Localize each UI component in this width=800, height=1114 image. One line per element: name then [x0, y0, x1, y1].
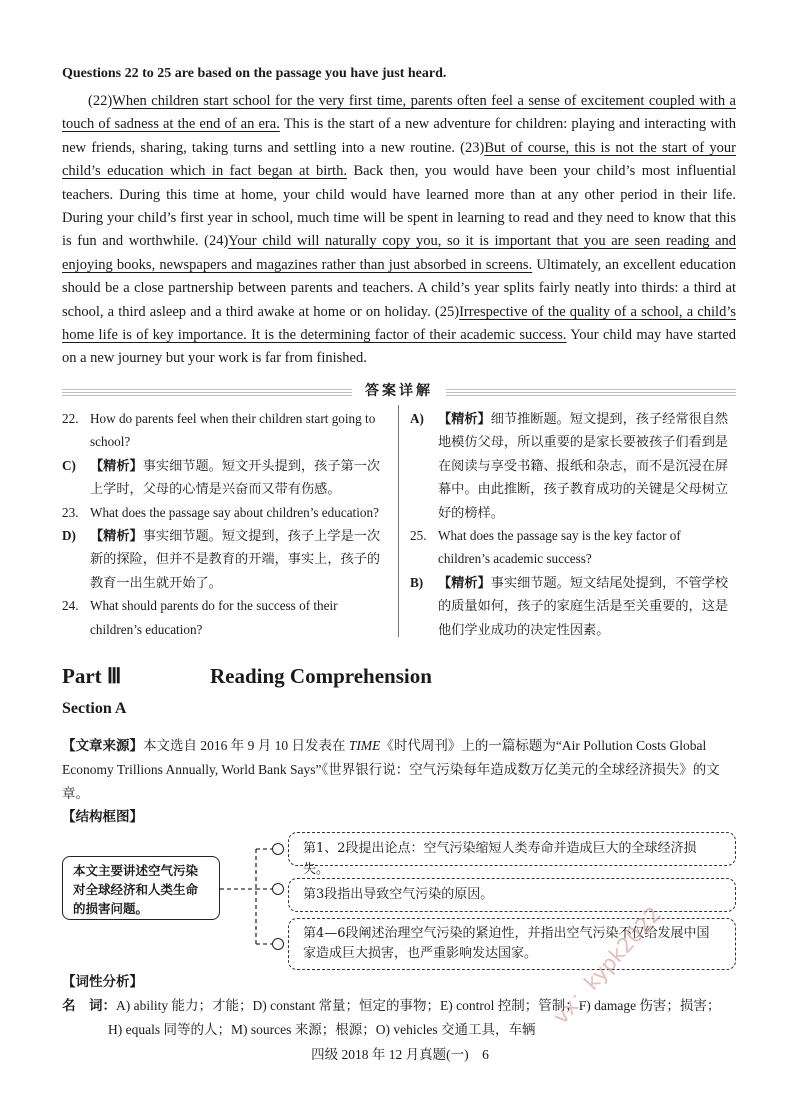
answer-22: C) 【精析】事实细节题。短文开头提到，孩子第一次上学时，父母的心情是兴奋而又带有伤感。	[62, 457, 381, 497]
answer-sentence-25: Irrespective of the quality of a school, a child’s home life is of key importance. It is the determining factor of their academic success.	[62, 303, 736, 344]
q23-marker: (23)	[460, 139, 485, 156]
part-title: Reading Comprehension	[210, 664, 432, 688]
vocab-pos: 名 词：	[62, 998, 116, 1013]
vocab-line: A) ability 能力；才能；D) constant 常量；恒定的事物；E) control 控制；管制；F) damage 伤害；损害；	[116, 998, 721, 1013]
magazine-name: TIME	[348, 738, 381, 753]
q25-marker: (25)	[434, 303, 460, 320]
structure-branch-3: 第4—6段阐述治理空气污染的紧迫性，并指出空气污染不仅给发展中国家造成巨大损害，也严重影响发达国家。	[288, 918, 736, 970]
structure-label: 【结构框图】	[62, 809, 143, 825]
watermark: vx：kypk2022	[548, 902, 666, 1029]
arrow-circle-icon	[272, 883, 284, 895]
vocab-label: 【词性分析】	[62, 974, 143, 990]
structure-branch-2: 第3段指出导致空气污染的原因。	[288, 878, 736, 912]
answer-25: B) 【精析】事实细节题。短文结尾处提到，不管学校的质量如何，孩子的家庭生活是至关重要的，这是他们学业成功的决定性因素。	[410, 574, 729, 637]
vocab-line: H) equals 同等的人；M) sources 来源；根源；O) vehicles 交通工具，车辆	[108, 1022, 536, 1037]
passage-text: Your child may have started on a new journey but your work is far from finished.	[62, 327, 736, 367]
question-23: 23. What does the passage say about children’s education?	[62, 504, 379, 520]
passage-text: This is the start of a new adventure for children: playing and interacting with new friends, sharing, taking turns and settling into a new routine.	[62, 116, 736, 156]
answer-24: A) 【精析】细节推断题。短文提到，孩子经常很自然地模仿父母，所以重要的是家长要被孩子们看到是在阅读与享受书籍、报纸和杂志，而不是沉浸在屏幕中。由此推断，孩子教育成功的关键是父母树立好的榜样。	[410, 411, 729, 520]
main-idea-box: 本文主要讲述空气污染对全球经济和人类生命的损害问题。	[62, 856, 220, 920]
passage-text: Back then, you would have been your child’s most influential teachers. During this time at home, your child would have learned more than at any other period in their life. During your child’s first year in school, much time will be spent in learning to read and they need to know that this is fun and worthwhile.	[62, 163, 736, 250]
questions-heading: Questions 22 to 25 are based on the passage you have just heard.	[62, 66, 447, 81]
question-25: 25. What does the passage say is the key factor of children’s academic success?	[410, 528, 681, 567]
q22-marker: (22)	[88, 93, 113, 109]
page-footer: 四级 2018 年 12 月真题(一) 6	[311, 1047, 489, 1062]
answer-sentence-23: But of course, this is not the start of your child’s education which in fact began at birth.	[62, 139, 737, 180]
arrow-circle-icon	[272, 938, 284, 950]
structure-branch-1: 第1、2段提出论点：空气污染缩短人类寿命并造成巨大的全球经济损失。	[288, 832, 736, 866]
answer-sentence-22: When children start school for the very first time, parents often feel a sense of excitement coupled with a touch of sadness at the end of an era.	[62, 93, 736, 133]
article-source: 【文章来源】本文选自 2016 年 9 月 10 日发表在 TIME《时代周刊》上的一篇标题为“Air Pollution Costs Global Economy Trillions Annually, World Bank Says”《世界银行说：空气污染每年造成数万亿美元的全球经济损失》的文章。	[62, 738, 720, 801]
question-22: 22. How do parents feel when their children start going to school?	[62, 411, 376, 450]
passage-text: Ultimately, an excellent education should be a close partnership between parents and teachers. A child’s year splits fairly neatly into thirds: a third at school, a third asleep and a third awake at home or on holiday.	[62, 256, 736, 320]
section-title: Section A	[62, 700, 127, 717]
source-label: 【文章来源】	[62, 738, 143, 753]
question-24: 24. What should parents do for the success of their children’s education?	[62, 598, 338, 637]
vocab-list	[62, 994, 742, 1042]
q24-marker: (24)	[204, 233, 229, 250]
part-label: Part Ⅲ	[62, 664, 122, 688]
answer-section-title: 答案详解	[365, 383, 433, 399]
answer-sentence-24: Your child will naturally copy you, so it is important that you are seen reading and enjoying books, newspapers and magazines rather than just absorbed in screens.	[62, 233, 736, 273]
answer-23: D) 【精析】事实细节题。短文提到，孩子上学是一次新的探险，但并不是教育的开端，事实上，孩子的教育一出生就开始了。	[62, 528, 381, 590]
arrow-circle-icon	[272, 843, 284, 855]
